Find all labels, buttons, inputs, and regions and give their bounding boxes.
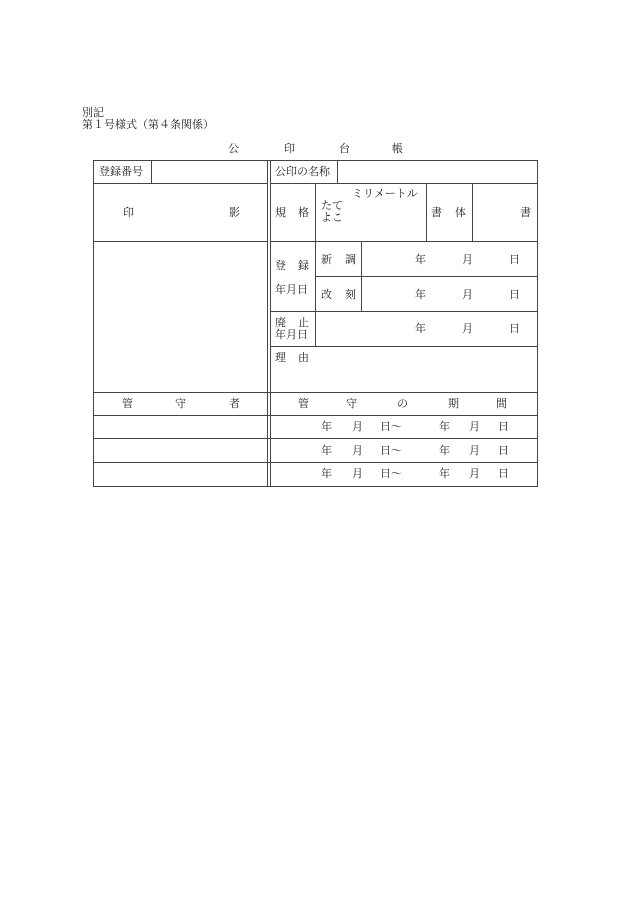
period-char-4: 期 <box>448 397 459 410</box>
reg-no-label: 登録番号 <box>99 165 143 178</box>
kikaku-char-1: 規 <box>275 206 286 219</box>
haishi-bottom-line <box>270 346 538 347</box>
haishi-month: 月 <box>462 322 473 335</box>
period-char-1: 管 <box>298 397 309 410</box>
to-year: 年 <box>439 467 450 480</box>
shotai-char-1: 書 <box>431 206 442 219</box>
seal-name-field <box>338 160 537 183</box>
custodian-char-2: 守 <box>175 397 186 410</box>
header-line-2: 第１号様式（第４条関係） <box>82 118 214 131</box>
right-row-line-2 <box>270 241 538 242</box>
left-row-line-1 <box>93 183 268 184</box>
kaikoku-char-1: 改 <box>321 288 332 301</box>
custodian-char-3: 者 <box>229 397 240 410</box>
seal-impression-char-1: 印 <box>123 206 134 219</box>
to-month: 月 <box>469 420 480 433</box>
riyu-char-1: 理 <box>275 351 286 364</box>
kaikoku-day: 日 <box>509 288 520 301</box>
to-year: 年 <box>439 444 450 457</box>
size-divider <box>426 183 427 242</box>
period-char-2: 守 <box>346 397 357 410</box>
seal-impression-area <box>94 242 267 392</box>
toroku-bottom-line <box>270 311 538 312</box>
shincho-kaikoku-divider <box>361 241 362 312</box>
from-year: 年 <box>321 444 332 457</box>
from-day: 日〜 <box>380 420 402 433</box>
haishi-date-label: 年月日 <box>275 328 308 341</box>
shincho-year: 年 <box>415 253 426 266</box>
kikaku-char-2: 格 <box>298 206 309 219</box>
row-line-period-top <box>93 392 538 393</box>
seal-name-label: 公印の名称 <box>275 165 330 178</box>
title-char-3: 台 <box>339 142 350 155</box>
from-day: 日〜 <box>380 444 402 457</box>
toroku-char-1: 登 <box>275 259 286 272</box>
header-line-1: 別記 <box>82 106 104 119</box>
shotai-divider <box>472 183 473 242</box>
toroku-char-2: 録 <box>298 259 309 272</box>
right-row-line-1 <box>270 183 538 184</box>
sho-label: 書 <box>520 206 531 219</box>
kaikoku-year: 年 <box>415 288 426 301</box>
row-line-period-header <box>93 415 538 416</box>
period-char-3: の <box>397 397 408 410</box>
row-line-period-1 <box>93 438 538 439</box>
from-day: 日〜 <box>380 467 402 480</box>
to-day: 日 <box>498 444 509 457</box>
shincho-day: 日 <box>509 253 520 266</box>
to-month: 月 <box>469 444 480 457</box>
to-month: 月 <box>469 467 480 480</box>
yoko-label: よこ <box>321 211 343 224</box>
from-year: 年 <box>321 420 332 433</box>
riyu-char-2: 由 <box>298 351 309 364</box>
shotai-char-2: 体 <box>455 206 466 219</box>
shincho-month: 月 <box>462 253 473 266</box>
from-year: 年 <box>321 467 332 480</box>
haishi-char-2: 止 <box>298 316 309 329</box>
kaikoku-month: 月 <box>462 288 473 301</box>
shincho-char-1: 新 <box>321 253 332 266</box>
tate-label: たて <box>321 199 343 212</box>
title-char-1: 公 <box>228 142 239 155</box>
haishi-char-1: 廃 <box>275 316 286 329</box>
custodian-char-1: 管 <box>122 397 133 410</box>
from-month: 月 <box>352 467 363 480</box>
from-month: 月 <box>352 444 363 457</box>
shincho-line <box>315 276 538 277</box>
border-bottom <box>93 486 538 487</box>
toroku-date-label: 年月日 <box>275 283 308 296</box>
period-char-5: 間 <box>496 397 507 410</box>
title-char-2: 印 <box>284 142 295 155</box>
haishi-year: 年 <box>415 322 426 335</box>
seal-impression-char-2: 影 <box>229 206 240 219</box>
from-month: 月 <box>352 420 363 433</box>
shincho-char-2: 調 <box>345 253 356 266</box>
kaikoku-char-2: 刻 <box>345 288 356 301</box>
to-day: 日 <box>498 467 509 480</box>
reg-no-field <box>151 160 267 183</box>
to-day: 日 <box>498 420 509 433</box>
date-label-divider <box>315 241 316 347</box>
to-year: 年 <box>439 420 450 433</box>
row-line-period-2 <box>93 462 538 463</box>
mm-label: ミリメートル <box>352 187 418 200</box>
haishi-day: 日 <box>509 322 520 335</box>
title-char-4: 帳 <box>392 142 403 155</box>
kikaku-divider <box>315 183 316 242</box>
